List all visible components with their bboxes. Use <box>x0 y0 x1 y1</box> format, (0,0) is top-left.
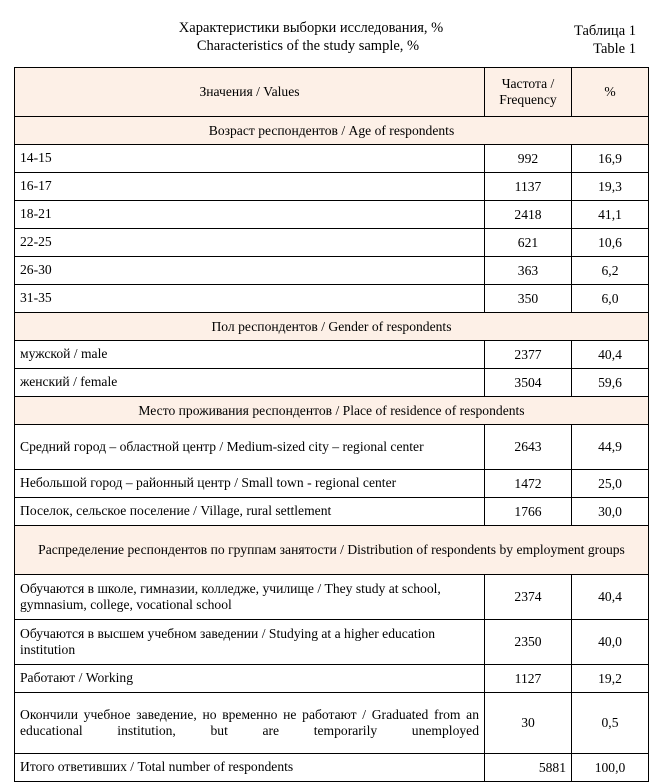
row-percent: 6,2 <box>572 257 649 285</box>
table-row <box>15 575 649 620</box>
row-frequency: 1127 <box>485 665 572 693</box>
row-label: Окончили учебное заведение, но временно не работают / Graduated from an educational institution, but are temporarily unemployed <box>15 693 485 754</box>
row-percent: 40,4 <box>572 575 649 620</box>
row-frequency: 1137 <box>485 173 572 201</box>
column-header-frequency: Частота / Frequency <box>485 68 572 117</box>
table-row <box>15 229 649 257</box>
row-frequency: 2418 <box>485 201 572 229</box>
row-frequency: 350 <box>485 285 572 313</box>
row-label: женский / female <box>15 369 485 397</box>
row-frequency: 2377 <box>485 341 572 369</box>
section-heading-row <box>15 397 649 425</box>
row-percent: 19,2 <box>572 665 649 693</box>
table-row <box>15 470 649 498</box>
row-frequency: 2350 <box>485 620 572 665</box>
row-percent: 19,3 <box>572 173 649 201</box>
row-frequency: 2643 <box>485 425 572 470</box>
row-label: Средний город – областной центр / Medium-sized city – regional center <box>15 425 485 470</box>
row-label: мужской / male <box>15 341 485 369</box>
table-row <box>15 145 649 173</box>
row-label: 16-17 <box>15 173 485 201</box>
table-row <box>15 620 649 665</box>
table-row <box>15 665 649 693</box>
table-header <box>15 68 649 117</box>
section-heading-age: Возраст респондентов / Age of respondents <box>15 117 649 145</box>
section-heading-residence: Место проживания респондентов / Place of residence of respondents <box>15 397 649 425</box>
table-total-row <box>15 754 649 782</box>
section-heading-gender: Пол респондентов / Gender of respondents <box>15 313 649 341</box>
row-label: Обучаются в высшем учебном заведении / Studying at a higher education institution <box>15 620 485 665</box>
row-frequency: 3504 <box>485 369 572 397</box>
total-percent: 100,0 <box>572 754 649 782</box>
table-row <box>15 173 649 201</box>
row-percent: 40,0 <box>572 620 649 665</box>
section-heading-row <box>15 117 649 145</box>
row-label: Работают / Working <box>15 665 485 693</box>
table-row <box>15 498 649 526</box>
row-frequency: 1472 <box>485 470 572 498</box>
sample-characteristics-table <box>14 67 649 782</box>
section-heading-employment: Распределение респондентов по группам занятости / Distribution of respondents by employment groups <box>15 526 649 575</box>
row-percent: 25,0 <box>572 470 649 498</box>
row-frequency: 992 <box>485 145 572 173</box>
row-frequency: 2374 <box>485 575 572 620</box>
total-frequency: 5881 <box>485 754 572 782</box>
row-percent: 10,6 <box>572 229 649 257</box>
table-row <box>15 201 649 229</box>
table-body <box>15 117 649 782</box>
row-label: 18-21 <box>15 201 485 229</box>
row-label: 14-15 <box>15 145 485 173</box>
row-percent: 30,0 <box>572 498 649 526</box>
table-number-ru: Таблица 1 <box>573 23 636 39</box>
table-title-ru: Характеристики выборки исследования, % <box>178 20 444 37</box>
row-label: Обучаются в школе, гимназии, колледже, училище / They study at school, gymnasium, college, vocational school <box>15 575 485 620</box>
column-header-values: Значения / Values <box>15 68 485 117</box>
row-label: 22-25 <box>15 229 485 257</box>
row-percent: 16,9 <box>572 145 649 173</box>
row-frequency: 363 <box>485 257 572 285</box>
total-label: Итого ответивших / Total number of respondents <box>15 754 485 782</box>
row-percent: 0,5 <box>572 693 649 754</box>
table-title-en: Characteristics of the study sample, % <box>196 38 420 55</box>
table-header-row <box>15 68 649 117</box>
table-number-en: Table 1 <box>593 41 636 58</box>
row-percent: 40,4 <box>572 341 649 369</box>
row-frequency: 621 <box>485 229 572 257</box>
row-frequency: 1766 <box>485 498 572 526</box>
row-percent: 6,0 <box>572 285 649 313</box>
section-heading-row <box>15 526 649 575</box>
table-row <box>15 369 649 397</box>
table-row <box>15 341 649 369</box>
row-percent: 44,9 <box>572 425 649 470</box>
row-label: 26-30 <box>15 257 485 285</box>
row-label: Небольшой город – районный центр / Small town - regional center <box>15 470 485 498</box>
table-row <box>15 425 649 470</box>
row-percent: 41,1 <box>572 201 649 229</box>
table-row <box>15 257 649 285</box>
table-row <box>15 285 649 313</box>
row-label: 31-35 <box>15 285 485 313</box>
column-header-percent: % <box>572 68 649 117</box>
row-frequency: 30 <box>485 693 572 754</box>
table-row <box>15 693 649 754</box>
document-page <box>0 20 662 775</box>
row-percent: 59,6 <box>572 369 649 397</box>
row-label: Поселок, сельское поселение / Village, rural settlement <box>15 498 485 526</box>
section-heading-row <box>15 313 649 341</box>
